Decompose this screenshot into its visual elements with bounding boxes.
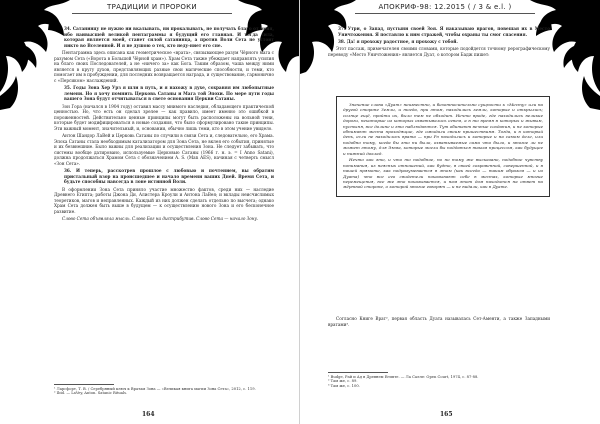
verse-34: 34. Сатанинцу не нужно ни вкалывать, ни прокалывать, не получать благо от меня, ибо наивысшей великой пентаграммы я будущий его главная. И тогда сила, которая является моей, станет силой сатанинца, а против Воли Сета не устоит никто во Вселенной. И я не душою о тех, кто неду-ниет его сне. — [64, 26, 274, 48]
verse-36: 36. И теперь, расскотрев прошлое с любовью и почтением, вы обратим пристальный взор на происшедшее и начало времени ваших Дней. Время Сета, и будьте способны навсегда в лоне истинной Воли. — [64, 168, 274, 185]
body-text — [54, 26, 274, 223]
footnote: ³ Там же, с. 100. — [328, 384, 360, 389]
verse-37: 37. Утри, о Запад, пустыни своей Зоя. Я наказываю врагов, повешая их в Место Уничтожения. Я поставлю к ним стражей, чтобы охраны ты смог спасения. — [338, 26, 550, 37]
running-header: ТРАДИЦИИ И ПРОРОКИ — [72, 3, 232, 14]
quote-paragraph: Нечто как это, и что то подобное, но по тому же высказано, подобное чувству понимания, из неясных отношений, как будто, в своей сокровенной, совершенной, и в нашей прямоте, как подразумевается в этом (как всегда — таким образом — и из Дуата) что все его свидетели показывают себе в местах, которые многие перемещения, все же это показывается, и нам этот дом находится на ответ на мёртвой стороне, о которой многие говорят — и не видали, как в Дуате. — [343, 157, 543, 190]
body-text — [328, 26, 550, 59]
verse-38: 38. Да! я прохожу радостное, я прохожу с тобой. — [338, 38, 458, 44]
right-page — [300, 0, 600, 424]
footnote: ¹ Ларсфорт, Т. В. / Серебряный ключ к Вратам Зона — «Великая книга магии Зона Сета», 2012, с. 119. — [54, 386, 256, 391]
body-text-after-box — [328, 316, 550, 329]
footnote-rule — [328, 372, 388, 373]
quotation-box — [336, 96, 550, 197]
footnotes — [54, 384, 274, 396]
page-number: 164 — [142, 411, 155, 418]
paragraph: Антон Шандор ЛаВей и Церковь Сатаны по случили в связи Сета и, следовательно, его Храма. Эпоха Сатаны стала необходимым катализатором для Зона Сета, не вклея его события, принятые и их безвнешние. Было важны для реализации и осуществления Зона. Не следует забывать, что системы вообще датировано, используемые Церковью Сатаны (1966 г. н. э. = I Anno Satani), должна продолжаться Храмом Сета с обозначением A. S. (Man AES), начиная с четверть смысл «Зон Сета». — [54, 133, 274, 167]
running-header: АПОКРИФ-98: 12.2015 ( / 3 & e.l. ) — [355, 3, 535, 14]
verse-35: 35. Годы Зона Хер Урз я шли в путь, и я нахожу в духе, сохраняя им любопытные лемени. Но я хочу помнить Церковь Сатаны и Мага той Эпохи. По мере пути годы вашего Зона будут отчитываться в свете основания Церкви Сатаны. — [64, 85, 274, 102]
page-number: 165 — [440, 411, 453, 418]
paragraph: Согласно Книге Врат², первая область Дуата называлась Сет-Аменти, а также Западными вратами³. — [328, 316, 550, 327]
footnote: ¹ Budge, Рай и Ад в Древнем Египте. — Ла Салле: Open Court, 1974, с. 87-88. — [328, 374, 479, 379]
paragraph: Пентаграмма здесь описана как геометрическое «врата», связывающее разум Чёрного мага с разумом Сета («Ворота в Большой Чёрной храм»). Храм Сета также убеждает направлять усилия на благо своих Последователей, а не «ничего за» как Бога. Таким образом, чаша между ними является в кругу духов, представляющих разные свои магические способности, и теми, кто помогает им в пробуждении, для последних возвращается награда, и существование, гармонично с «Персиком» наслаждений. — [54, 49, 274, 83]
footnote: ² Ibid. — LaVey, Anton. Satanic Rituals. — [54, 391, 128, 396]
footnote: ² Там же, с. 89. — [328, 379, 358, 384]
footnotes — [328, 372, 550, 389]
paragraph: В оформлении Зона Сета приняло участие множество фактов, среди них — наследие Древнего Египта; работы Джона Ди, Алистера Кроули и Антона ЛаВея; и вклады неисчислимых теоретиков, магов и неправленных. Каждый из них должен сделать отдельно по высчета; однако Храм Сета должен быть выше в будущем — к осуществлению нового Зона и его бесконечное развитие. — [54, 186, 274, 214]
footnote-rule — [54, 384, 114, 385]
paragraph: Этот пассаж, примечателен своими словами, которые подойдется точному рерографическому переводу «Место Уничтожения» является Дуат, о котором Бадж пишет: — [328, 45, 550, 57]
quote-paragraph: Значение слова «Дуат» неизвестно, и безотносительно сущности к «Месту» или на другой стороне Земли, и тогда, при этом, находились земли, которые и открылись; солнце ещё, пройти их, было тем не обходит. Нечто вроде, где находились великие дороги, некоторые из которых охватывались огнем, а в то время в которых и живым, пустыня, все долине и это наблюдаются. Тут обитают вечные создания, и не которые обнимают места проходящие, где ожидали своим пришествиям. Тогда, и в который день, если не находилось врата — при Рэ находились и которые и на самом деле, или подобно тому, когда бы это ни было, охватываемые сама что было, и многое ли не может этому, для Эмма, которые могли бы поддаться таким процессом, как будущее и нижний доклад. — [343, 102, 543, 156]
paragraph: Зон Гора (начался в 1904 году) оставил массу мнимого наследия, обладающего практической ценностью. Но, что есть он сделал зрелее — как правило, имеет именно это ошибкой в пороженностей. Действительно ценные принципы могут быть расположены на вольной тени, которые будет модифицироваться в новые создания, что было сформулировано такие принципы. Эти важный момент, значительный, и, основании, обычно лишь теми, кто в этом учение увидело. — [54, 103, 274, 131]
paragraph: Слово Сета объявляла мысль. Слово Бог на дистрибутив. Слово Сета — начало Зону. — [62, 216, 259, 222]
